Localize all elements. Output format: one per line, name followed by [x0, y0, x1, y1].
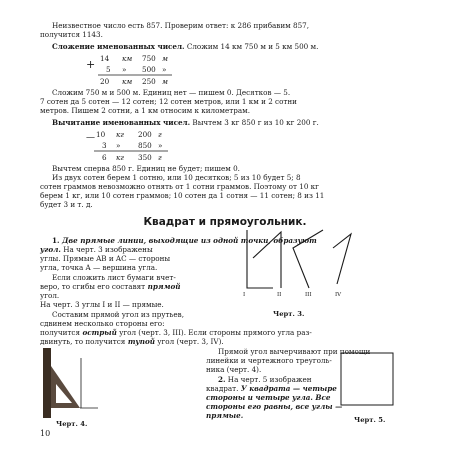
minus-sign: —	[86, 133, 95, 143]
cell: 850	[138, 141, 152, 150]
cell: »	[122, 65, 127, 74]
figure-4-ruler-triangle	[40, 348, 100, 420]
text-line: Сложим 750 м и 500 м. Единиц нет — пишем 0. Десятков — 5.	[52, 88, 291, 97]
text-line: берем 1 кг, или 10 сотен граммов; 10 сотен да 1 сотня — 11 сотен; 8 из 11	[40, 191, 325, 200]
figure-5-square	[340, 352, 400, 412]
definition: Две прямые линии, выходящие из одной точки, образуют	[59, 236, 317, 245]
text-line: 7 сотен да 5 сотен — 12 сотен; 12 сотен метров, или 1 км и 2 сотни	[40, 97, 297, 106]
text-line: Если сложить лист бумаги вчет-	[52, 273, 176, 282]
text: двинуть, то получится	[40, 337, 126, 346]
text: получится	[40, 328, 80, 337]
cell: 500	[142, 65, 156, 74]
text-line	[40, 337, 224, 346]
page-number: 10	[40, 429, 51, 438]
text-line: метров. Пишем 2 сотни, а 1 км относим к километрам.	[40, 106, 251, 115]
text-line: получится 1143.	[40, 30, 103, 39]
text-line: углы. Прямые AB и AC — стороны	[40, 254, 171, 263]
cell: »	[162, 65, 167, 74]
add-heading-line	[40, 42, 412, 51]
text-line: Из двух сотен берем 1 сотню, или 10 десятков; 5 из 10 будет 5; 8	[52, 173, 301, 182]
section-title: Квадрат и прямоугольник.	[143, 216, 307, 228]
text-line: Вычтем сперва 850 г. Единиц не будет; пишем 0.	[52, 164, 240, 173]
text: веро, то сгибы его составят	[40, 282, 146, 291]
cell: 5	[106, 65, 111, 74]
term-right: прямой	[145, 282, 181, 291]
text-line: стороны и четыре угла. Все	[206, 393, 331, 402]
cell: 6	[102, 153, 107, 162]
para-number: 2.	[218, 375, 226, 384]
cell: кг	[116, 130, 124, 139]
fig3-label-IV: IV	[335, 292, 342, 298]
cell: м	[162, 54, 168, 63]
text-line: сдвинем несколько стороны его:	[40, 319, 165, 328]
term-angle: угол.	[40, 245, 61, 254]
text-line	[40, 245, 153, 254]
sub-heading: Вычитание именованных чисел.	[52, 118, 191, 127]
text-line	[40, 282, 180, 291]
add-intro: Сложим 14 км 750 м и 5 км 500 м.	[184, 42, 319, 51]
text-line: стороны его равны, все углы —	[206, 402, 343, 411]
cell: »	[158, 141, 163, 150]
term-obtuse: тупой	[125, 337, 155, 346]
fig3-label-I: I	[243, 292, 246, 298]
cell: 14	[100, 54, 110, 63]
text-line	[218, 375, 312, 384]
text-line: Неизвестное число есть 857. Проверим ответ: к 286 прибавим 857,	[52, 21, 310, 30]
text-line: Прямой угол вычерчивают при помощи	[218, 347, 371, 356]
text: На черт. 3 изображены	[60, 245, 153, 254]
text-line: Составим прямой угол из прутьев,	[52, 310, 185, 319]
para-number: 1.	[52, 236, 60, 245]
cell: 10	[96, 130, 106, 139]
fig3-label-II: II	[277, 292, 282, 298]
cell: 250	[142, 77, 156, 86]
add-heading: Сложение именованных чисел.	[52, 42, 185, 51]
cell: »	[116, 141, 121, 150]
text-line: На черт. 3 углы I и II — прямые.	[40, 300, 164, 309]
figure-3-caption: Черт. 3.	[273, 310, 305, 318]
cell: м	[162, 77, 168, 86]
cell: кг	[116, 153, 124, 162]
text-line: линейки и чертежного треуголь-	[206, 356, 332, 365]
text-line: будет 3 и т. д.	[40, 200, 93, 209]
cell: 200	[138, 130, 152, 139]
cell: км	[122, 77, 133, 86]
text: квадрат.	[206, 384, 239, 393]
plus-sign: +	[86, 58, 96, 71]
cell: 750	[142, 54, 156, 63]
cell: 3	[102, 141, 107, 150]
fig3-label-III: III	[305, 292, 312, 298]
text-line	[206, 384, 337, 393]
term-acute: острый	[80, 328, 117, 337]
text: На черт. 5 изображен	[225, 375, 312, 384]
figure-3-angles	[233, 228, 358, 298]
cell: 20	[100, 77, 110, 86]
cell: г	[158, 153, 162, 162]
text: угол (черт. 3, III). Если стороны прямого угла раз-	[116, 328, 312, 337]
text-line: ника (черт. 4).	[206, 365, 262, 374]
figure-4-caption: Черт. 4.	[56, 420, 88, 428]
text-line	[40, 328, 312, 337]
text-line: прямые.	[206, 411, 244, 420]
definition: У квадрата — четыре	[238, 384, 337, 393]
sub-intro: Вычтем 3 кг 850 г из 10 кг 200 г.	[190, 118, 319, 127]
cell: 350	[138, 153, 152, 162]
cell: г	[158, 130, 162, 139]
text-line: угол.	[40, 291, 60, 300]
figure-5-caption: Черт. 5.	[354, 416, 386, 424]
text-line: угла, точка A — вершина угла.	[40, 263, 158, 272]
cell: км	[122, 54, 133, 63]
text-line: сотен граммов невозможно отнять от 1 сотни граммов. Поэтому от 10 кг	[40, 182, 319, 191]
sub-heading-line	[40, 118, 412, 127]
text: угол (черт. 3, IV).	[154, 337, 224, 346]
